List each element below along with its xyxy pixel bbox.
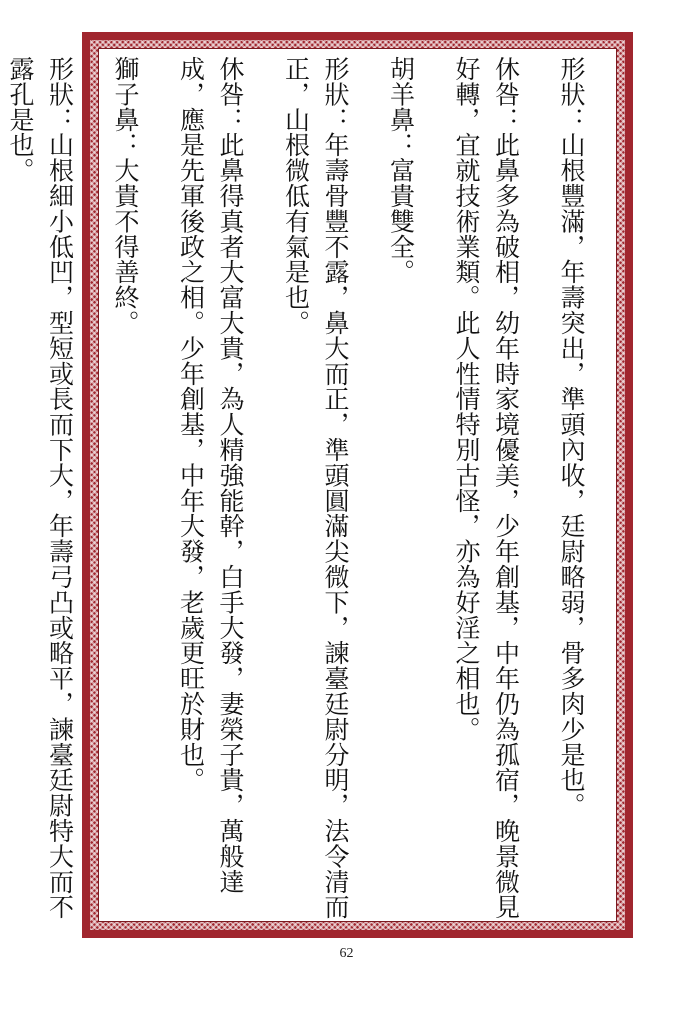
heading-goat-nose: 胡羊鼻：富貴雙全。 xyxy=(386,56,416,285)
paragraph-shape-1: 形狀：山根豐滿，年壽突出，準頭內收，廷尉略弱，骨多肉少是也。 xyxy=(557,56,586,818)
paragraph-shape-2: 形狀：年壽骨豐不露，鼻大而正，準頭圓滿尖微下，諫臺廷尉分明，法令清而正，山根微低有氣是也。 xyxy=(281,56,350,920)
paragraph-fortune-1: 休咎：此鼻多為破相，幼年時家境優美，少年創基，中年仍為孤宿，晚景微見好轉，宜就技術業類。此人性情特別古怪，亦為好淫之相也。 xyxy=(452,56,521,920)
paragraph-shape-3: 形狀：山根細小低凹，型短或長而下大，年壽弓凸或略平，諫臺廷尉特大而不露孔是也。 xyxy=(6,56,75,920)
paragraph-fortune-3 xyxy=(0,56,1,924)
page-number: 62 xyxy=(339,946,354,961)
heading-lion-nose: 獅子鼻：大貴不得善終。 xyxy=(111,56,140,336)
paragraph-fortune-2: 休咎：此鼻得真者大富大貴，為人精強能幹，白手大發，妻榮子貴，萬般達成，應是先軍後政之相。少年創基，中年大發，老歲更旺於財也。 xyxy=(176,56,245,895)
vertical-text-body xyxy=(6,56,617,924)
